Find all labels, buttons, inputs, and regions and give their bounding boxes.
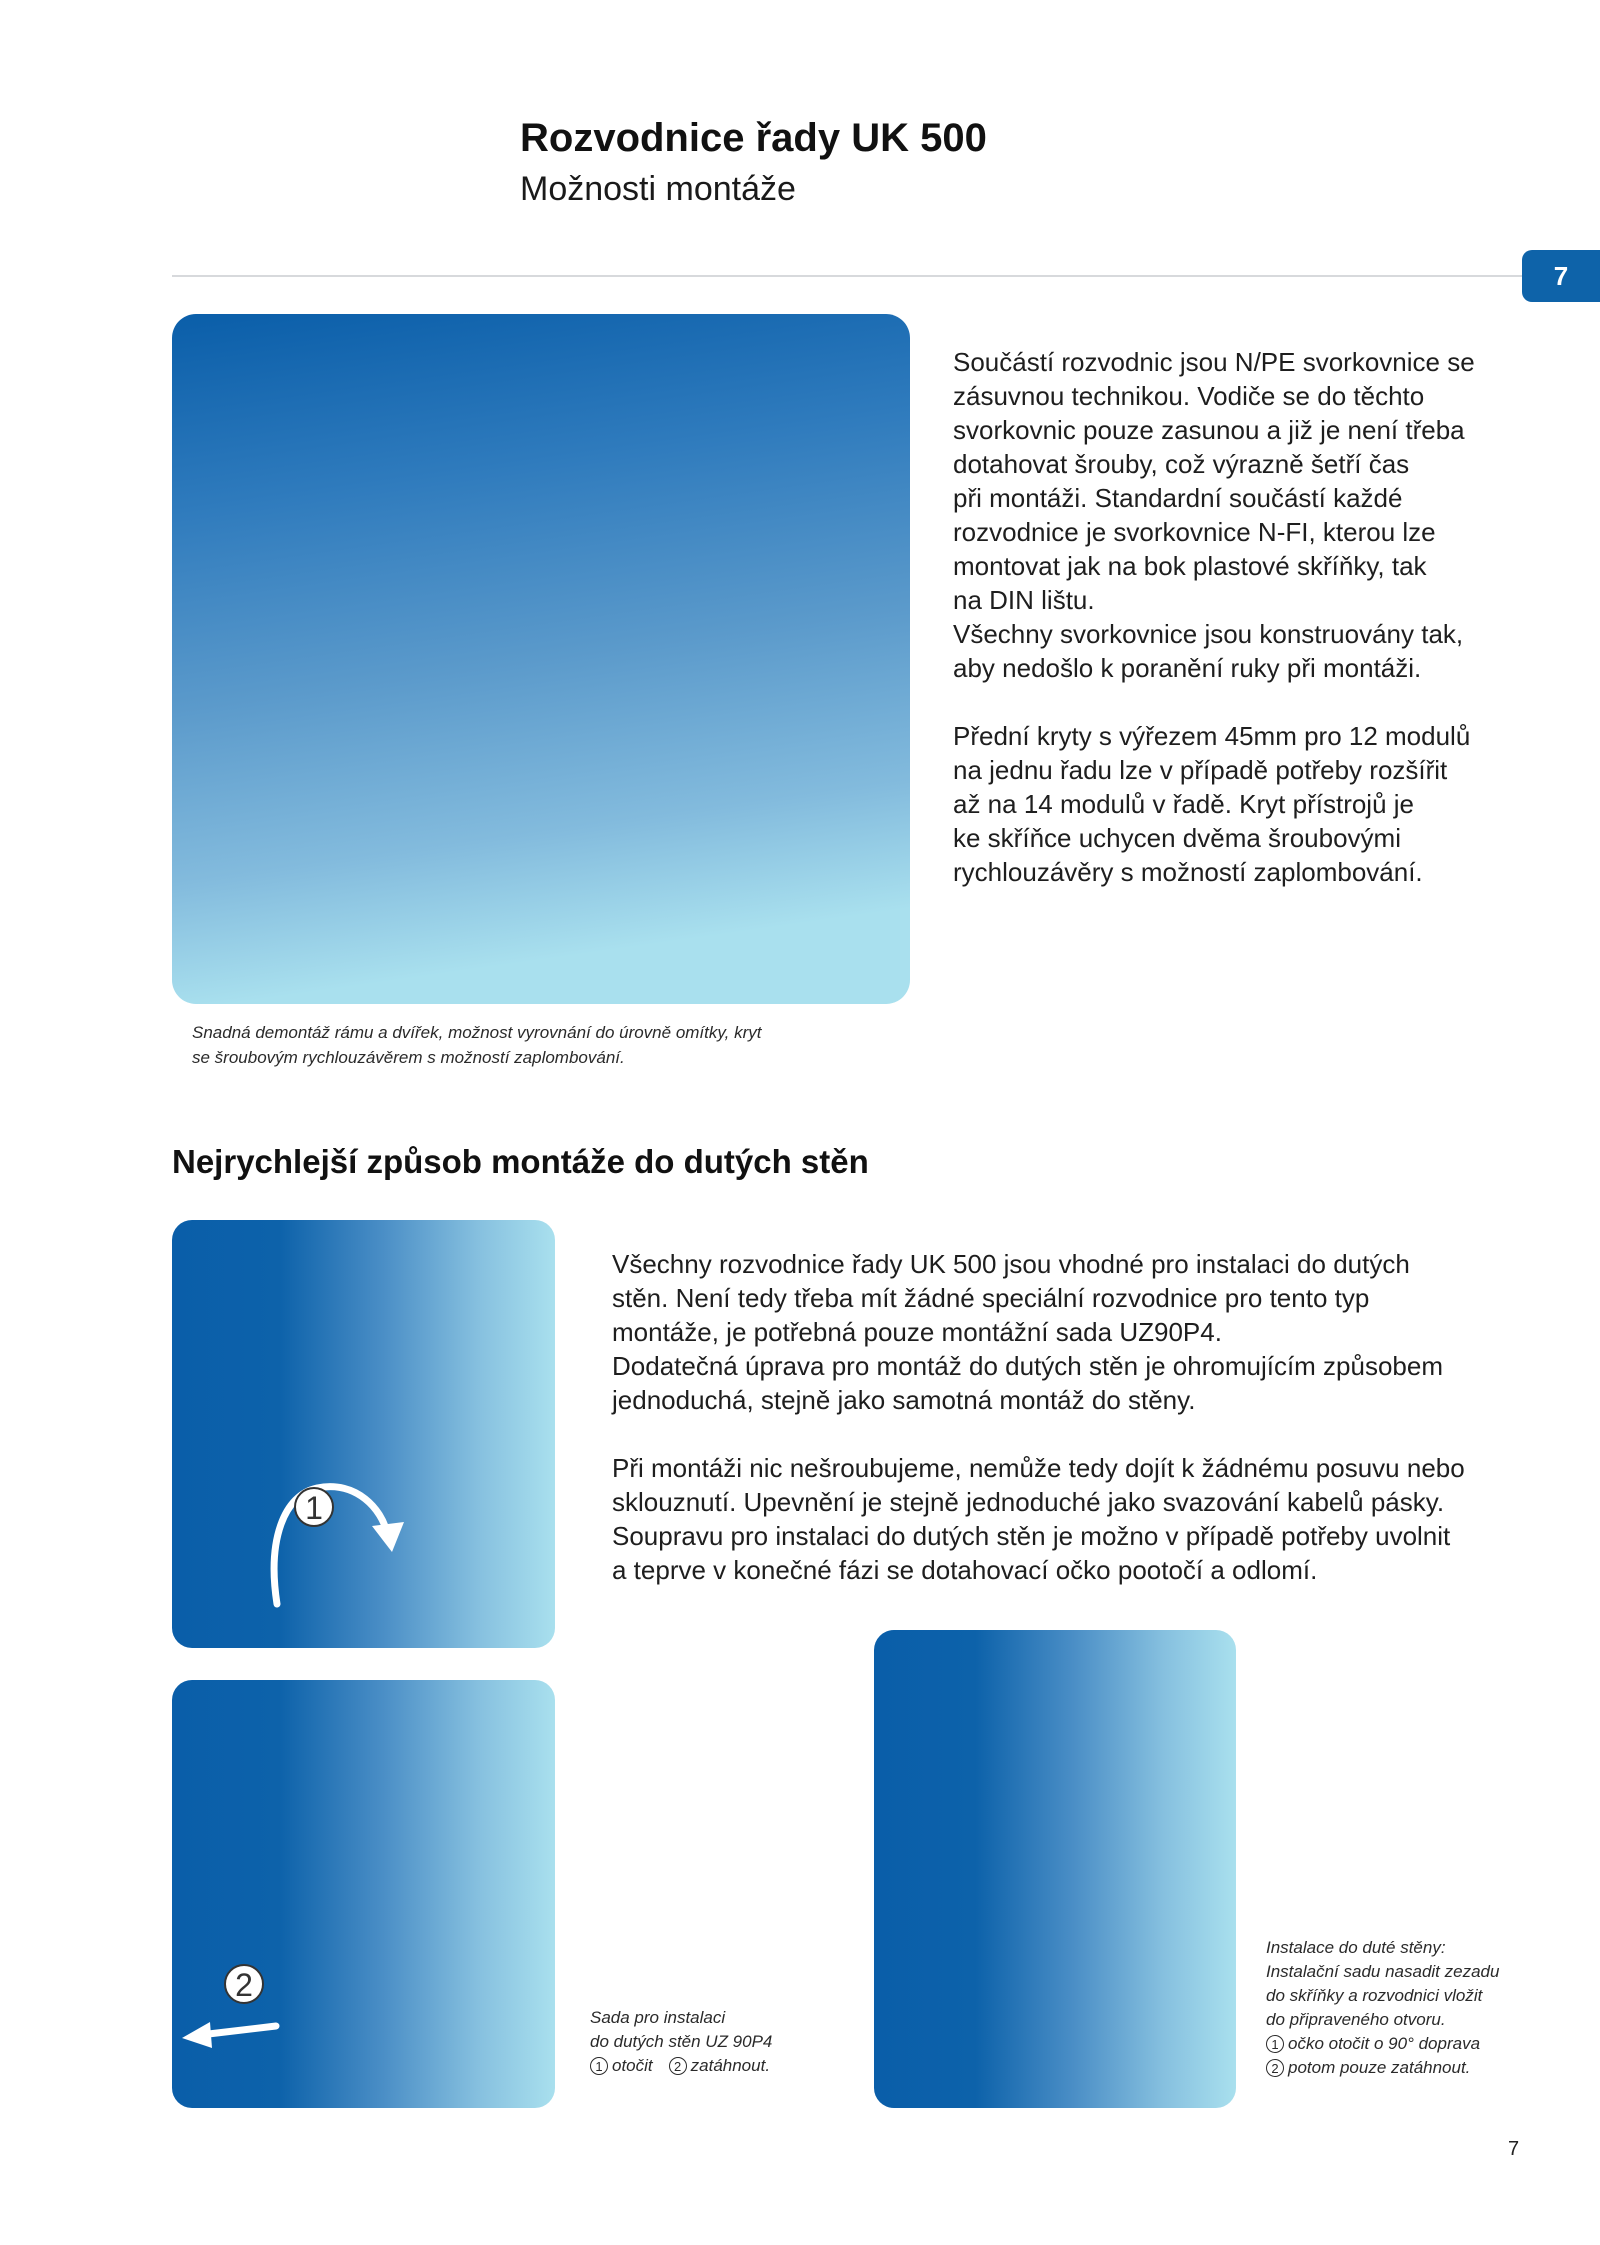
caption-line: Sada pro instalaci <box>590 2008 726 2027</box>
step-number-badge: 2 <box>669 2057 687 2075</box>
page-number: 7 <box>1508 2138 1520 2160</box>
page-title: Rozvodnice řady UK 500 <box>520 116 987 160</box>
header-divider <box>172 275 1522 277</box>
page-subtitle: Možnosti montáže <box>520 170 796 208</box>
pull-arrow-icon <box>172 1680 555 2108</box>
chapter-tab: 7 <box>1522 250 1600 302</box>
caption-line: Snadná demontáž rámu a dvířek, možnost vyrovnání do úrovně omítky, kryt <box>192 1023 762 1042</box>
step-number-badge: 1 <box>590 2057 608 2075</box>
step-2-number: 2 <box>235 1967 253 2003</box>
caption-line: do dutých stěn UZ 90P4 <box>590 2032 773 2051</box>
hollow-wall-text <box>612 1247 1552 1587</box>
caption-text: otočit <box>612 2056 653 2075</box>
section-heading: Nejrychlejší způsob montáže do dutých stěn <box>172 1143 869 1180</box>
intro-paragraph-1: Součástí rozvodnic jsou N/PE svorkovnice se zásuvnou technikou. Vodiče se do těchto svorkovnic pouze zasunou a již je není třeba dotahovat šrouby, což výrazně šetří čas při montáži. Standardní součástí každé rozvodnice je svorkovnice N-FI, kterou lze montovat jak na bok plastové skříňky, tak na DIN lištu. Všechny svorkovnice jsou konstruovány tak, aby nedošlo k poranění ruky při montáži. <box>953 347 1475 683</box>
step-number-badge: 1 <box>1266 2035 1284 2053</box>
caption-line: do skříňky a rozvodnici vložit <box>1266 1986 1483 2005</box>
intro-text <box>953 345 1513 889</box>
intro-paragraph-2: Přední kryty s výřezem 45mm pro 12 modulů na jednu řadu lze v případě potřeby rozšířit až na 14 modulů v řadě. Kryt přístrojů je ke skříňce uchycen dvěma šroubovými rychlouzávěry s možností zaplombování. <box>953 721 1471 887</box>
installation-caption <box>1266 1936 1499 2080</box>
rotate-arrow-icon <box>172 1220 555 1648</box>
photo-caption-top <box>192 1020 892 1070</box>
caption-line: Instalace do duté stěny: <box>1266 1938 1446 1957</box>
step-2-photo <box>172 1680 555 2108</box>
step-1-number: 1 <box>305 1490 323 1526</box>
caption-text: zatáhnout. <box>690 2056 771 2075</box>
kit-caption <box>590 2006 772 2078</box>
caption-line: Instalační sadu nasadit zezadu <box>1266 1962 1500 1981</box>
step-1-photo <box>172 1220 555 1648</box>
caption-line: se šroubovým rychlouzávěrem s možností zaplombování. <box>192 1048 625 1067</box>
caption-line <box>1266 2056 1499 2080</box>
caption-text: potom pouze zatáhnout. <box>1288 2058 1471 2077</box>
caption-line: do připraveného otvoru. <box>1266 2010 1446 2029</box>
hollow-wall-paragraph-2: Při montáži nic nešroubujeme, nemůže tedy dojít k žádnému posuvu nebo sklouznutí. Upevnění je stejně jednoduché jako svazování kabelů pásky. Soupravu pro instalaci do dutých stěn je možno v případě potřeby uvolnit a teprve v konečné fázi se dotahovací očko pootočí a odlomí. <box>612 1453 1465 1585</box>
step-number-badge: 2 <box>1266 2059 1284 2077</box>
caption-line <box>1266 2032 1499 2056</box>
caption-text: očko otočit o 90° doprava <box>1288 2034 1481 2053</box>
hollow-wall-paragraph-1: Všechny rozvodnice řady UK 500 jsou vhodné pro instalaci do dutých stěn. Není tedy třeba mít žádné speciální rozvodnice pro tento typ montáže, je potřebná pouze montážní sada UZ90P4. Dodatečná úprava pro montáž do dutých stěn je ohromujícím způsobem jednoduchá, stejně jako samotná montáž do stěny. <box>612 1249 1444 1415</box>
caption-line <box>590 2054 772 2078</box>
product-photo-top <box>172 314 910 1004</box>
installation-photo <box>874 1630 1236 2108</box>
